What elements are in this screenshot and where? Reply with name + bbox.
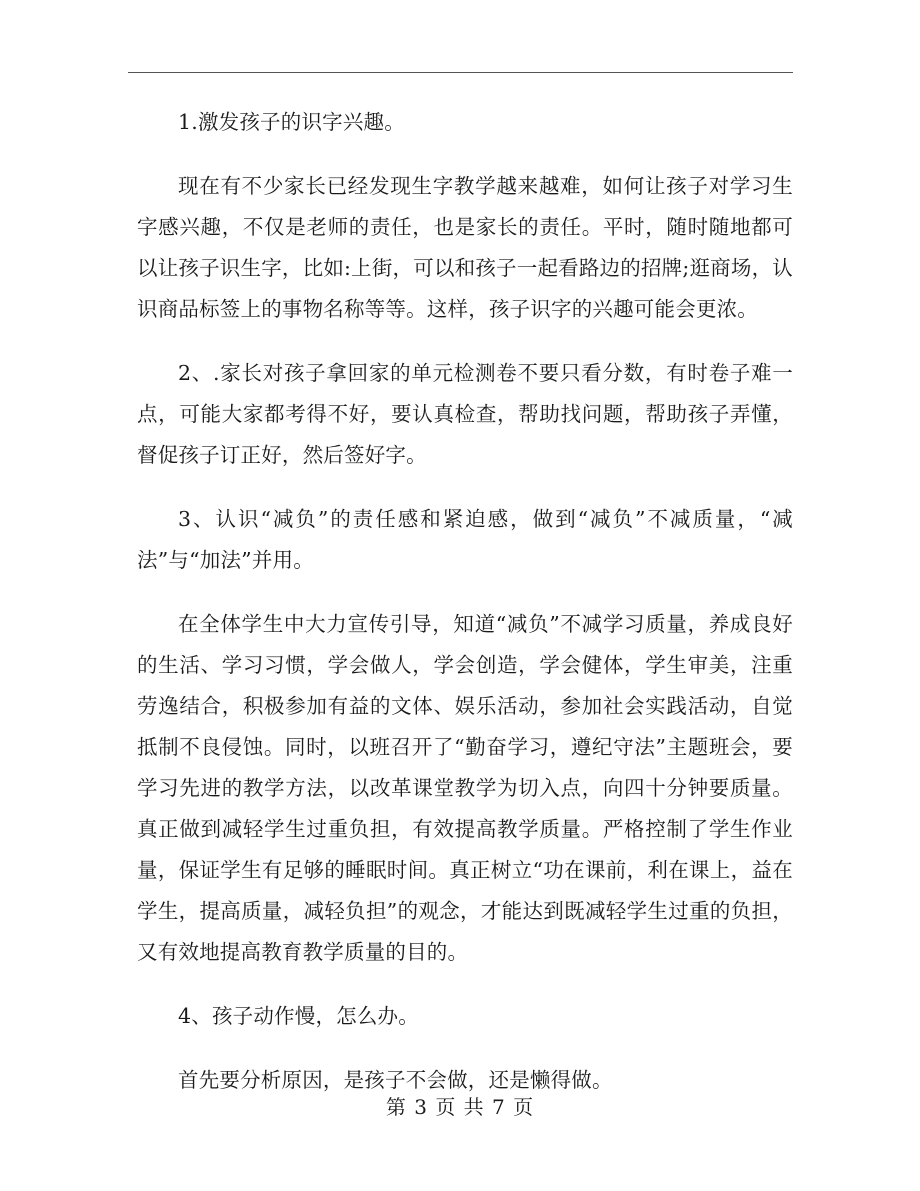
paragraph-2: 2、.家长对孩子拿回家的单元检测卷不要只看分数，有时卷子难一点，可能大家都考得不好，要认真检查，帮助找问题，帮助孩子弄懂，督促孩子订正好，然后签好字。 — [137, 361, 793, 467]
paragraph-3: 在全体学生中大力宣传引导，知道“减负”不减学习质量，养成良好的生活、学习习惯，学会做人，学会创造，学会健体，学生审美，注重劳逸结合，积极参加有益的文体、娱乐活动，参加社会实践活动，自觉抵制不良侵蚀。同时，以班召开了“勤奋学习，遵纪守法”主题班会，要学习先进的教学方法，以改革课堂教学为切入点，向四十分钟要质量。真正做到减轻学生过重负担，有效提高教学质量。严格控制了学生作业量，保证学生有足够的睡眠时间。真正树立“功在课前，利在课上，益在学生，提高质量，减轻负担”的观念，才能达到既减轻学生过重的负担，又有效地提高教育教学质量的目的。 — [137, 612, 793, 964]
page-number-footer: 第 3 页 共 7 页 — [385, 1095, 535, 1119]
paragraph-heading-4: 4、孩子动作慢，怎么办。 — [178, 1004, 419, 1028]
paragraph-4: 首先要分析原因，是孩子不会做，还是懒得做。 — [178, 1068, 613, 1092]
paragraph-heading-3: 3、认识“减负”的责任感和紧迫感，做到“减负”不减质量，“减法”与“加法”并用。 — [137, 507, 793, 572]
header-rule — [128, 72, 793, 73]
paragraph-1: 现在有不少家长已经发现生字教学越来越难，如何让孩子对学习生字感兴趣，不仅是老师的责任，也是家长的责任。平时，随时随地都可以让孩子识生字，比如:上街，可以和孩子一起看路边的招牌;逛商场，认识商品标签上的事物名称等等。这样，孩子识字的兴趣可能会更浓。 — [137, 174, 793, 321]
document-body — [137, 102, 793, 1101]
paragraph-heading-1: 1.激发孩子的识字兴趣。 — [178, 110, 405, 134]
